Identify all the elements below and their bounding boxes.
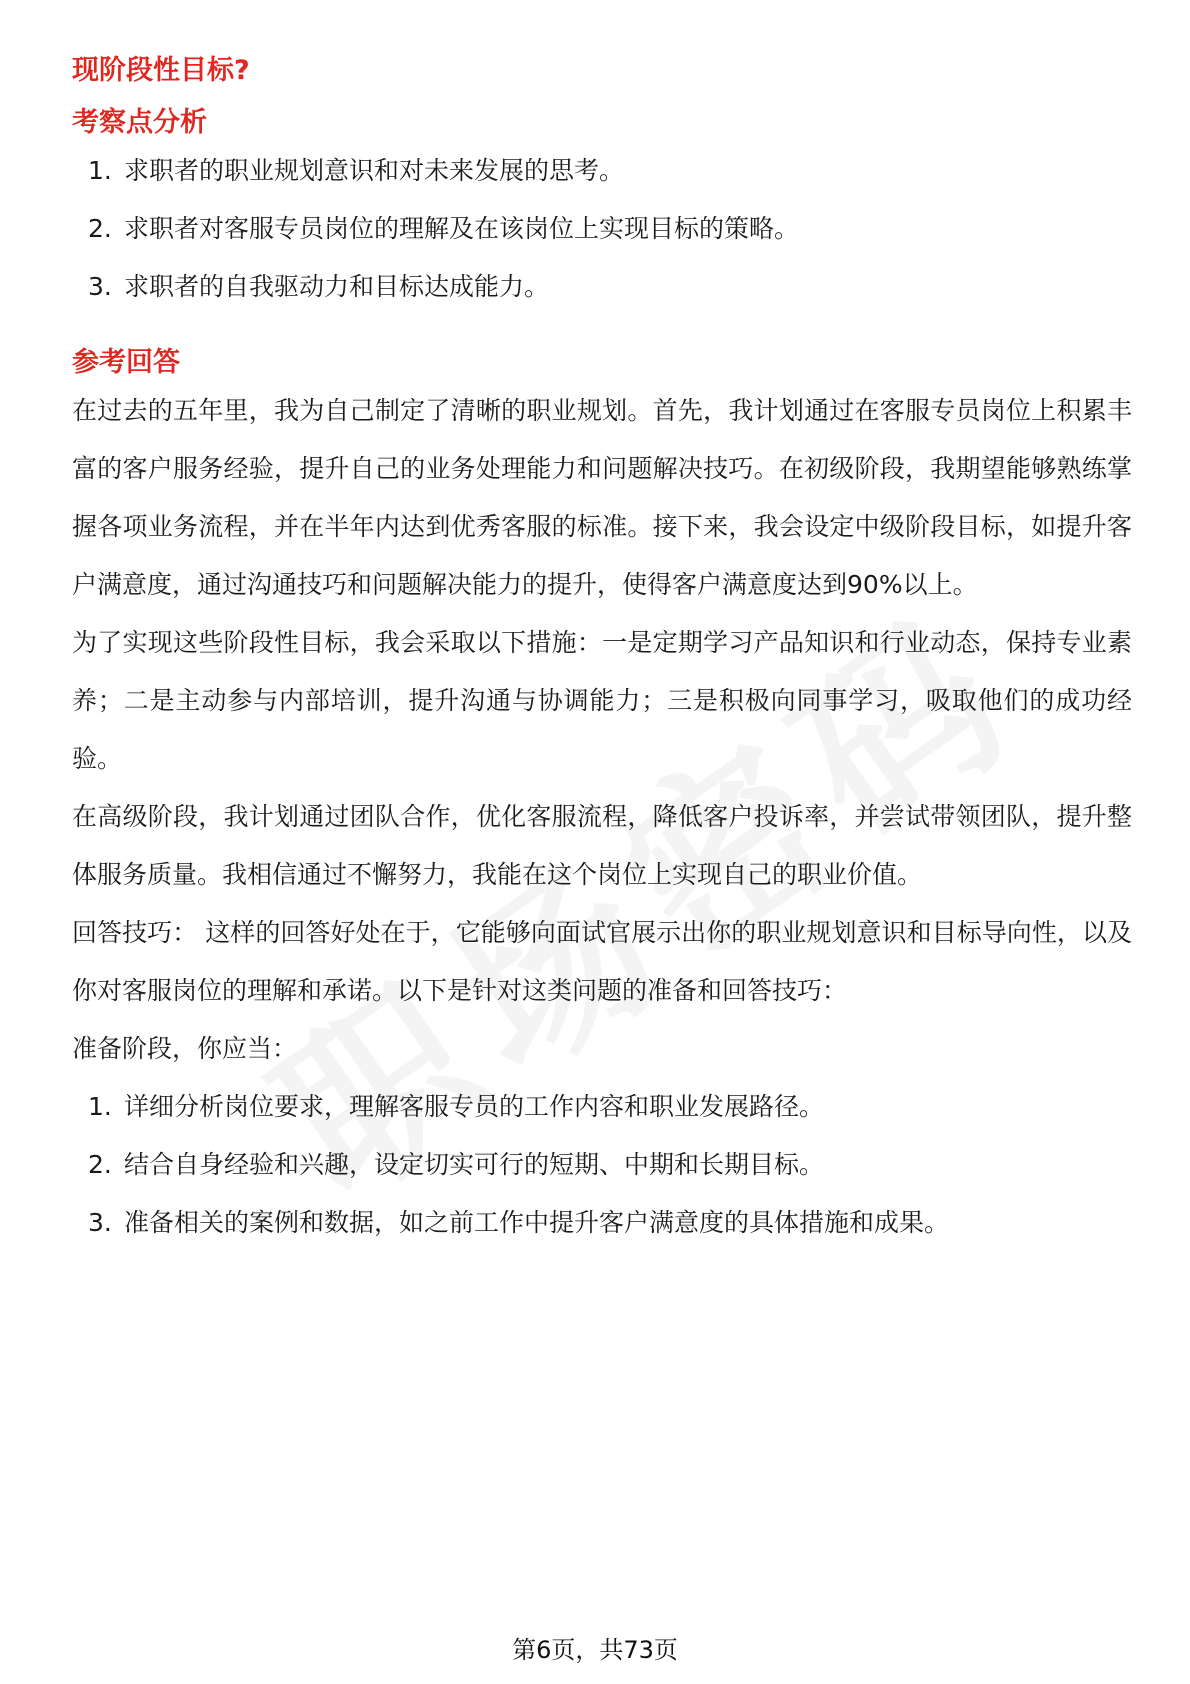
answer-paragraph: 在高级阶段，我计划通过团队合作，优化客服流程，降低客户投诉率，并尝试带领团队，提升整体服务质量。我相信通过不懈努力，我能在这个岗位上实现自己的职业价值。 <box>72 802 1132 889</box>
list-item-text: 结合自身经验和兴趣，设定切实可行的短期、中期和长期目标。 <box>124 1150 825 1179</box>
answer-paragraph: 在过去的五年里，我为自己制定了清晰的职业规划。首先，我计划通过在客服专员岗位上积累丰富的客户服务经验，提升自己的业务处理能力和问题解决技巧。在初级阶段，我期望能够熟练掌握各项业务流程，并在半年内达到优秀客服的标准。接下来，我会设定中级阶段目标，如提升客户满意度，通过沟通技巧和问题解决能力的提升，使得客户满意度达到90%以上。 <box>72 396 1132 599</box>
tips-paragraph: 回答技巧： 这样的回答好处在于，它能够向面试官展示出你的职业规划意识和目标导向性，以及你对客服岗位的理解和承诺。以下是针对这类问题的准备和回答技巧： <box>72 918 1132 1005</box>
list-item-number: 1. <box>88 156 112 185</box>
page-content <box>72 40 1132 1252</box>
analysis-list <box>72 142 1132 316</box>
list-item <box>72 200 1132 258</box>
list-item-text: 求职者的自我驱动力和目标达成能力。 <box>124 272 550 301</box>
question-title: 现阶段性目标? <box>72 55 250 86</box>
list-item-text: 详细分析岗位要求，理解客服专员的工作内容和职业发展路径。 <box>124 1092 825 1121</box>
list-item <box>72 1136 1132 1194</box>
list-item-number: 3. <box>88 1208 112 1237</box>
preparation-list <box>72 1078 1132 1252</box>
list-item <box>72 258 1132 316</box>
preparation-intro: 准备阶段，你应当： <box>72 1034 298 1063</box>
list-item-text: 准备相关的案例和数据，如之前工作中提升客户满意度的具体措施和成果。 <box>124 1208 950 1237</box>
answer-heading: 参考回答 <box>72 347 180 378</box>
list-item-number: 2. <box>88 214 112 243</box>
list-item-number: 3. <box>88 272 112 301</box>
answer-paragraph: 为了实现这些阶段性目标，我会采取以下措施：一是定期学习产品知识和行业动态，保持专业素养；二是主动参与内部培训，提升沟通与协调能力；三是积极向同事学习，吸取他们的成功经验。 <box>72 628 1132 773</box>
list-item-text: 求职者的职业规划意识和对未来发展的思考。 <box>124 156 625 185</box>
page-number-footer: 第6页，共73页 <box>512 1636 678 1664</box>
list-item-number: 1. <box>88 1092 112 1121</box>
list-item <box>72 1078 1132 1136</box>
list-item-number: 2. <box>88 1150 112 1179</box>
list-item <box>72 1194 1132 1252</box>
list-item <box>72 142 1132 200</box>
analysis-heading: 考察点分析 <box>72 107 207 138</box>
list-item-text: 求职者对客服专员岗位的理解及在该岗位上实现目标的策略。 <box>124 214 800 243</box>
